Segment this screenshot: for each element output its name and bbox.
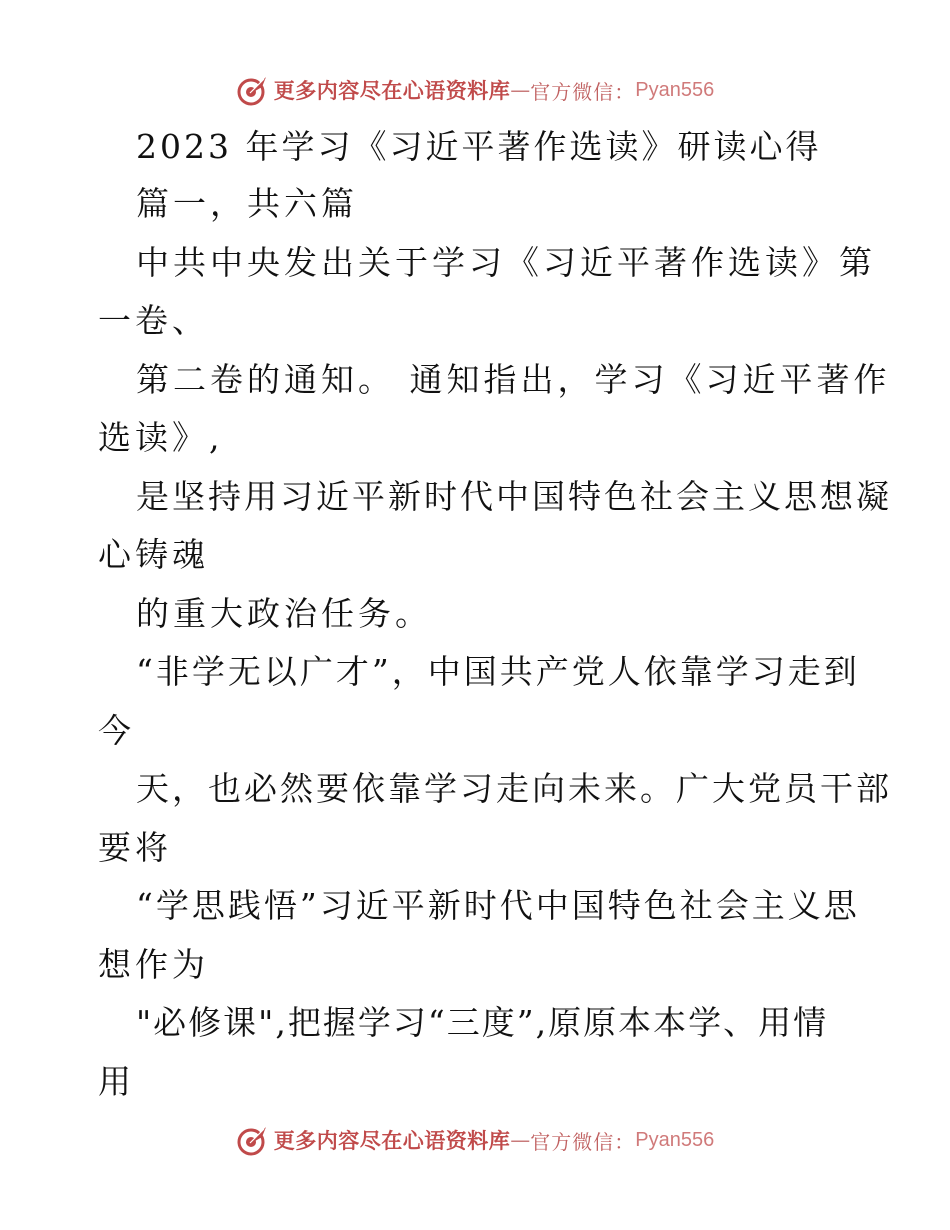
banner-dash: — bbox=[510, 1128, 531, 1152]
quill-logo-icon bbox=[236, 73, 270, 107]
paragraph-line: “非学无以广才”，中国共产党人依靠学习走到 bbox=[136, 652, 860, 691]
banner-wechat-label: 官方微信： bbox=[530, 79, 636, 104]
banner-brand-text: 更多内容尽在心语资料库 bbox=[273, 78, 511, 103]
paragraph-line: “学思践悟”习近平新时代中国特色社会主义思 bbox=[136, 886, 860, 925]
paragraph-line: 要将 bbox=[98, 828, 172, 867]
paragraph-line: 第二卷的通知。 通知指出，学习《习近平著作 bbox=[136, 360, 891, 399]
banner-wechat-label: 官方微信： bbox=[530, 1129, 636, 1154]
banner-brand-text: 更多内容尽在心语资料库 bbox=[273, 1128, 511, 1153]
paragraph-line: "必修课",把握学习“三度”,原原本本学、用情 bbox=[136, 1003, 829, 1042]
paragraph-line: 今 bbox=[98, 711, 135, 750]
footer-banner bbox=[0, 1120, 950, 1160]
paragraph-line: 中共中央发出关于学习《习近平著作选读》第 bbox=[136, 243, 876, 282]
quill-logo-icon bbox=[236, 1123, 270, 1157]
banner-dash: — bbox=[510, 78, 531, 102]
document-title: 2023 年学习《习近平著作选读》研读心得 bbox=[136, 127, 822, 166]
paragraph-line: 一卷、 bbox=[98, 301, 209, 340]
banner-wechat-handle: Pyan556 bbox=[635, 78, 715, 101]
banner-wechat-handle: Pyan556 bbox=[635, 1128, 715, 1151]
document-subtitle: 篇一，共六篇 bbox=[136, 184, 358, 223]
paragraph-line: 心铸魂 bbox=[98, 535, 209, 574]
paragraph-line: 是坚持用习近平新时代中国特色社会主义思想凝 bbox=[136, 477, 892, 516]
paragraph-line: 的重大政治任务。 bbox=[136, 594, 432, 633]
paragraph-line: 选读》, bbox=[98, 418, 224, 457]
paragraph-line: 想作为 bbox=[98, 945, 209, 984]
header-banner bbox=[0, 70, 950, 110]
paragraph-line: 天，也必然要依靠学习走向未来。广大党员干部 bbox=[136, 769, 892, 808]
paragraph-line: 用 bbox=[98, 1062, 135, 1101]
